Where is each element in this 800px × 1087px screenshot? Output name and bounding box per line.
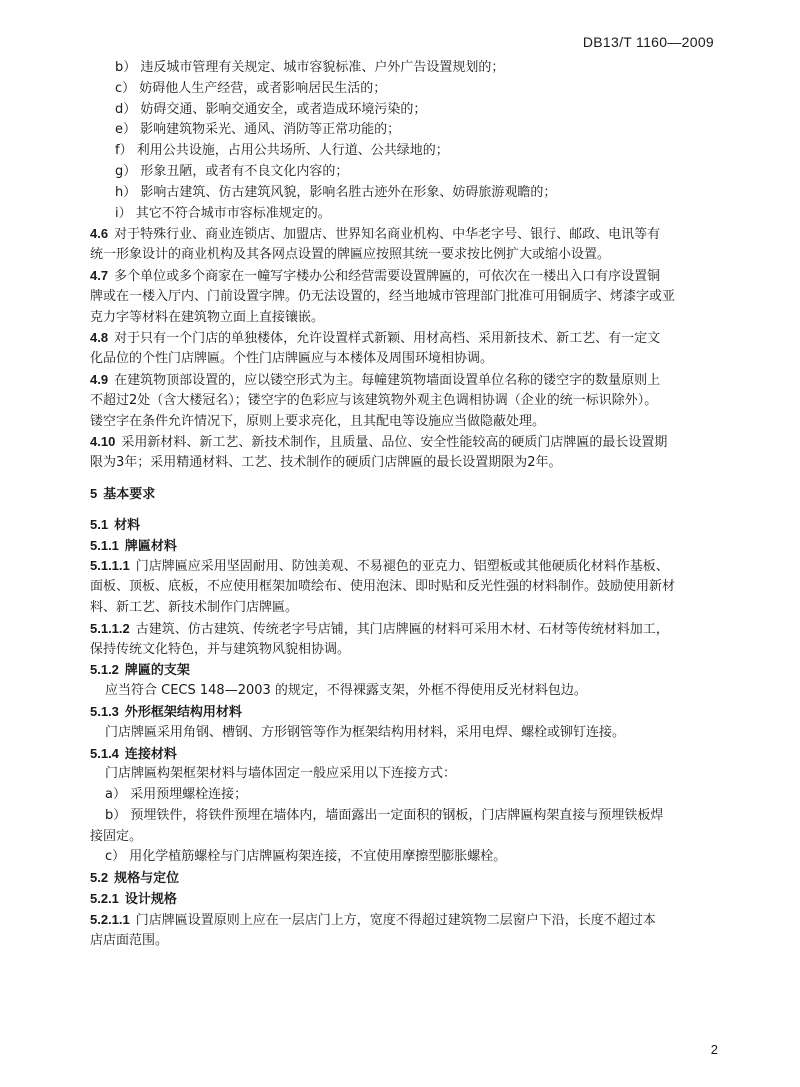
- section-title: 材料: [114, 517, 141, 533]
- clause-text: 面板、顶板、底板，不应使用框架加喷绘布、使用泡沫、即时贴和反光性强的材料制作。鼓励使用新材: [90, 579, 676, 595]
- clause-text: 牌或在一楼入厅内、门前设置字牌。仍无法设置的，经当地城市管理部门批准可用铜质字、烤漆字或亚: [90, 288, 676, 304]
- list-item: a） 采用预埋螺栓连接；: [105, 787, 248, 803]
- clause-4-9: [90, 370, 730, 432]
- section-number: 5.1.1: [90, 537, 119, 553]
- clause-number: 5.2.1.1: [90, 911, 130, 927]
- section-title: 牌匾材料: [124, 538, 177, 554]
- clause-text: 对于特殊行业、商业连锁店、加盟店、世界知名商业机构、中华老字号、银行、邮政、电讯等有: [114, 227, 661, 243]
- list-item: c） 用化学植筋螺栓与门店牌匾构架连接，不宜使用摩擦型膨胀螺栓。: [105, 849, 507, 865]
- section-number: 5.1.2: [90, 662, 119, 678]
- section-heading-5-1: [90, 515, 730, 536]
- section-number: 5: [90, 485, 98, 501]
- clause-number: 4.9: [90, 371, 109, 387]
- clause-number: 4.8: [90, 330, 109, 346]
- list-item: f） 利用公共设施，占用公共场所、人行道、公共绿地的；: [115, 143, 449, 159]
- clause-text: 门店牌匾采用角钢、槽钢、方形钢管等作为框架结构用材料，采用电焊、螺栓或铆钉连接。: [105, 724, 626, 740]
- clause-text: 古建筑、仿古建筑、传统老字号店铺，其门店牌匾的材料可采用木材、石材等传统材料加工，: [135, 621, 669, 637]
- list-item: h） 影响古建筑、仿古建筑风貌，影响名胜古迹外在形象、妨碍旅游观瞻的；: [115, 184, 557, 200]
- section-title: 基本要求: [103, 486, 156, 502]
- section-title: 牌匾的支架: [124, 663, 190, 679]
- clause-5-1-1-1: [90, 556, 730, 618]
- section-heading-5-1-3: [90, 702, 730, 723]
- list-item: d） 妨碍交通、影响交通安全，或者造成环境污染的；: [115, 101, 427, 117]
- clause-4-10: [90, 432, 730, 474]
- section-title: 设计规格: [124, 892, 177, 908]
- section-number: 5.1.4: [90, 745, 119, 761]
- section-heading-5: [90, 484, 730, 505]
- list-item: b） 违反城市管理有关规定、城市容貌标准、户外广告设置规划的；: [115, 60, 505, 75]
- section-number: 5.2: [90, 870, 109, 886]
- clause-text: 限为3年；采用精通材料、工艺、技术制作的硬质门店牌匾的最长设置期限为2年。: [90, 455, 562, 471]
- list-item: e） 影响建筑物采光、通风、消防等正常功能的；: [115, 122, 401, 138]
- section-heading-5-2: [90, 868, 730, 889]
- clause-text: 多个单位或多个商家在一幢写字楼办公和经营需要设置牌匾的，可依次在一楼出入口有序设置铜: [114, 268, 661, 284]
- clause-number: 4.7: [90, 267, 109, 283]
- clause-text: 不超过2处（含大楼冠名）；镂空字的色彩应与该建筑物外观主色调相协调（企业的统一标识除外）。: [90, 392, 658, 408]
- section-heading-5-1-1: [90, 536, 730, 557]
- clause-text: 化品位的个性门店牌匾。个性门店牌匾应与本楼体及周围环境相协调。: [90, 351, 494, 367]
- section-heading-5-2-1: [90, 889, 730, 910]
- clause-4-8: [90, 328, 730, 370]
- section-title: 外形框架结构用材料: [124, 704, 242, 720]
- list-item: b） 预埋铁件，将铁件预埋在墙体内，墙面露出一定面积的钢板，门店牌匾构架直接与预埋铁板焊: [105, 807, 664, 823]
- clause-text: 对于只有一个门店的单独楼体，允许设置样式新颖、用材高档、采用新技术、新工艺、有一定文: [114, 331, 661, 347]
- clause-5-2-1-1: [90, 910, 730, 952]
- clause-text: 镂空字在条件允许情况下，原则上要求亮化，且其配电等设施应当做隐蔽处理。: [90, 413, 546, 429]
- list-item-continuation: 接固定。: [90, 828, 143, 844]
- clause-text: 应当符合 CECS 148—2003 的规定，不得裸露支架，外框不得使用反光材料包边。: [105, 683, 587, 699]
- section-number: 5.1.3: [90, 703, 119, 719]
- list-item: i） 其它不符合城市市容标准规定的。: [115, 205, 331, 221]
- clause-text: 门店牌匾应采用坚固耐用、防蚀美观、不易褪色的亚克力、铝塑板或其他硬质化材料作基板、: [135, 559, 669, 575]
- clause-text: 料、新工艺、新技术制作门店牌匾。: [90, 599, 299, 615]
- clause-text: 统一形象设计的商业机构及其各网点设置的牌匾应按照其统一要求按比例扩大或缩小设置。: [90, 247, 611, 263]
- list-item: c） 妨碍他人生产经营，或者影响居民生活的；: [115, 80, 387, 96]
- section-number: 5.1: [90, 516, 109, 532]
- clause-text: 采用新材料、新工艺、新技术制作，且质量、品位、安全性能较高的硬质门店牌匾的最长设置期: [121, 435, 668, 451]
- section-heading-5-1-4: [90, 744, 730, 765]
- clause-text: 在建筑物顶部设置的，应以镂空形式为主。每幢建筑物墙面设置单位名称的镂空字的数量原则上: [114, 372, 661, 388]
- section-heading-5-1-2: [90, 660, 730, 681]
- clause-number: 4.6: [90, 226, 109, 242]
- clause-text: 店店面范围。: [90, 932, 169, 948]
- section-title: 规格与定位: [114, 871, 180, 887]
- clause-text: 保持传统文化特色，并与建筑物风貌相协调。: [90, 641, 351, 657]
- clause-text: 克力字等材料在建筑物立面上直接镶嵌。: [90, 309, 325, 325]
- clause-number: 5.1.1.1: [90, 558, 130, 574]
- clause-text: 门店牌匾设置原则上应在一层店门上方，宽度不得超过建筑物二层窗户下沿，长度不超过本: [135, 912, 656, 928]
- page-number: 2: [710, 1042, 718, 1057]
- page-body: [90, 58, 730, 951]
- clause-5-1-1-2: [90, 619, 730, 661]
- clause-text: 门店牌匾构架框架材料与墙体固定一般应采用以下连接方式：: [105, 766, 457, 782]
- section-number: 5.2.1: [90, 891, 119, 907]
- clause-4-6: [90, 224, 730, 266]
- section-title: 连接材料: [124, 746, 177, 762]
- clause-4-7: [90, 266, 730, 328]
- list-item: g） 形象丑陋，或者有不良文化内容的；: [115, 163, 349, 179]
- standard-code: DB13/T 1160—2009: [582, 34, 714, 50]
- clause-number: 5.1.1.2: [90, 620, 130, 636]
- clause-number: 4.10: [90, 434, 116, 450]
